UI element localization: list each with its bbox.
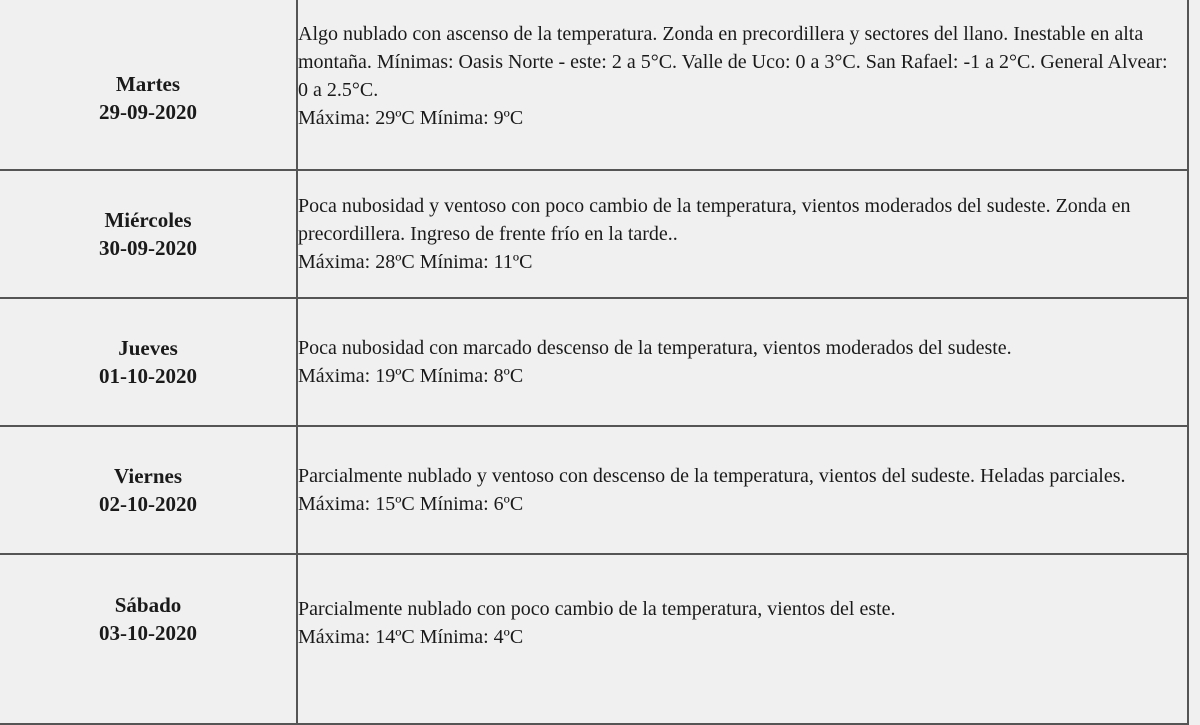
day-name: Viernes: [113, 464, 183, 488]
forecast-description: Poca nubosidad con marcado descenso de la temperatura, vientos moderados del sudeste.: [298, 337, 1012, 359]
forecast-row: [0, 426, 1188, 554]
forecast-description: Parcialmente nublado y ventoso con descenso de la temperatura, vientos del sudeste. Heladas parciales.: [298, 465, 1126, 487]
temperature-range: Máxima: 14ºC Mínima: 4ºC: [298, 626, 524, 648]
forecast-row: [0, 298, 1188, 426]
forecast-row: [0, 170, 1188, 298]
forecast-row: [0, 554, 1188, 724]
forecast-description: Parcialmente nublado con poco cambio de la temperatura, vientos del este.: [298, 598, 896, 620]
forecast-description: Poca nubosidad y ventoso con poco cambio de la temperatura, vientos moderados del sudeste. Zonda en precordillera. Ingreso de frente frío en la tarde..: [298, 195, 1131, 245]
temperature-range: Máxima: 28ºC Mínima: 11ºC: [298, 251, 533, 273]
temperature-range: Máxima: 19ºC Mínima: 8ºC: [298, 365, 524, 387]
day-date: 29-09-2020: [99, 99, 197, 124]
description-cell: [297, 170, 1188, 298]
day-cell: [0, 426, 297, 554]
day-name: Miércoles: [104, 208, 192, 232]
day-name: Martes: [115, 71, 181, 96]
day-date: 03-10-2020: [99, 621, 197, 645]
temperature-range: Máxima: 29ºC Mínima: 9ºC: [298, 107, 524, 129]
day-date: 02-10-2020: [99, 492, 197, 516]
day-cell: [0, 0, 297, 170]
day-name: Sábado: [114, 593, 182, 617]
forecast-description: Algo nublado con ascenso de la temperatura. Zonda en precordillera y sectores del llano. Inestable en alta montaña. Mínimas: Oasis Norte - este: 2 a 5°C. Valle de Uco: 0 a 3°C. San Rafael: -1 a 2°C. General Alvear: 0 a 2.5°C.: [298, 23, 1168, 101]
description-cell: [297, 426, 1188, 554]
description-cell: [297, 554, 1188, 724]
description-cell: [297, 0, 1188, 170]
temperature-range: Máxima: 15ºC Mínima: 6ºC: [298, 493, 524, 515]
day-cell: [0, 298, 297, 426]
description-cell: [297, 298, 1188, 426]
day-date: 01-10-2020: [99, 364, 197, 388]
day-cell: [0, 554, 297, 724]
day-date: 30-09-2020: [99, 236, 197, 260]
day-cell: [0, 170, 297, 298]
forecast-row: [0, 0, 1188, 170]
day-name: Jueves: [118, 336, 178, 360]
